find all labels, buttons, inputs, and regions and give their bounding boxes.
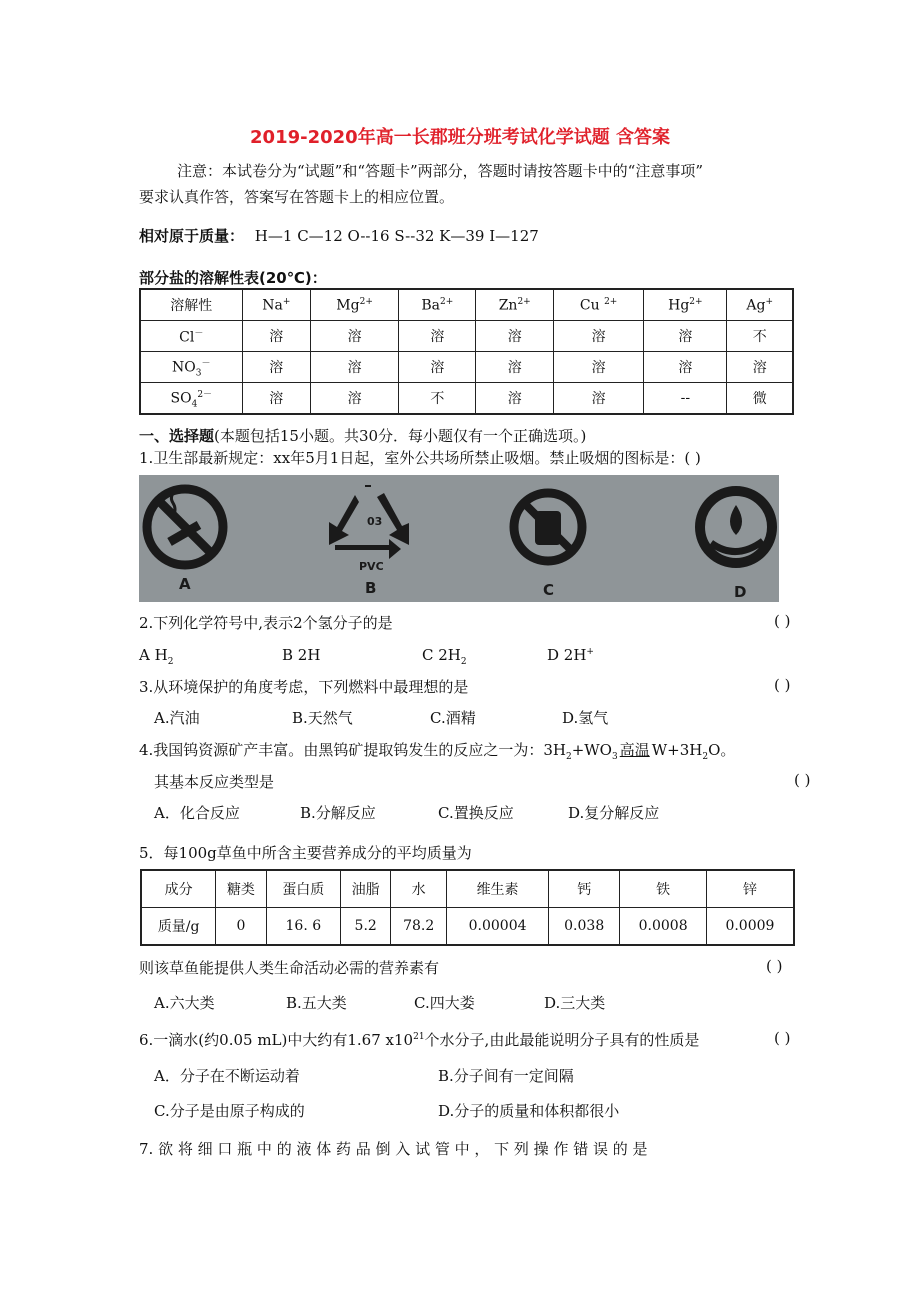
answer-paren: ( ) <box>766 957 783 975</box>
table-header-cell: 溶解性 <box>140 289 242 321</box>
q4-option-b: B.分解反应 <box>300 804 376 822</box>
table-header-row <box>141 870 794 908</box>
table-cell: 不 <box>399 383 476 415</box>
table-cell: 5.2 <box>341 908 391 946</box>
recycle-number: 03 <box>367 515 383 528</box>
table-cell: -- <box>644 383 727 415</box>
question-6: 6.一滴水(约0.05 mL)中大约有1.67 $x10^{21}$个水分子,由此最能说明分子具有的性质是 <box>139 1031 700 1049</box>
question-2: 2.下列化学符号中,表示2个氢分子的是 <box>139 614 393 632</box>
table-cell: 溶 <box>644 321 727 352</box>
q3-option-d: D.氢气 <box>562 709 609 727</box>
question-4-line-2: 其基本反应类型是 <box>154 773 275 791</box>
question-1: 1.卫生部最新规定：xx年5月1日起，室外公共场所禁止吸烟。禁止吸烟的图标是：( ) <box>139 449 701 467</box>
notice-line-2: 要求认真作答，答案写在答题卡上的相应位置。 <box>139 188 455 206</box>
page-title: 2019-2020年高一长郡班分班考试化学试题 含答案 <box>250 127 670 148</box>
q2-option-a: A $H_2$ <box>139 646 174 667</box>
atomic-mass <box>139 225 539 246</box>
table-cell: 溶 <box>399 352 476 383</box>
table-header-row <box>140 289 793 321</box>
atomic-mass-label: 相对原于质量： <box>139 227 245 245</box>
question-4: 4.我国钨资源矿产丰富。由黑钨矿提取钨发生的反应之一为：$3H_2+WO_3$ 高温 $W+3H_2O$。 <box>139 741 736 762</box>
q2-option-c: C $2H_2$ <box>422 646 467 667</box>
table-cell: 质量/g <box>141 908 216 946</box>
option-label-c: C <box>543 581 555 599</box>
section-heading <box>139 425 586 446</box>
question-3: 3.从环境保护的角度考虑，下列燃料中最理想的是 <box>139 678 469 696</box>
table-cell: 78.2 <box>391 908 447 946</box>
q3-option-a: A.汽油 <box>154 709 200 727</box>
answer-paren: ( ) <box>774 612 791 630</box>
table-header-cell: 水 <box>391 870 447 908</box>
q3-option-b: B.天然气 <box>292 709 353 727</box>
table-header-cell: $Zn^{2+}$ <box>476 289 554 321</box>
table-cell: 溶 <box>553 383 643 415</box>
table-cell: Cl－ <box>140 321 242 352</box>
table-row <box>141 908 794 946</box>
notice-line-1: 注意：本试卷分为“试题”和“答题卡”两部分，答题时请按答题卡中的“注意事项” <box>177 162 704 180</box>
section-note: (本题包括15小题。共30分．每小题仅有一个正确选项。) <box>214 427 587 445</box>
answer-paren: ( ) <box>774 676 791 694</box>
q6-option-a: A．分子在不断运动着 <box>154 1067 300 1085</box>
question-5-after: 则该草鱼能提供人类生命活动必需的营养素有 <box>139 959 440 977</box>
q5-option-d: D.三大类 <box>544 994 606 1012</box>
table-cell: 0.0009 <box>706 908 794 946</box>
option-label-d: D <box>734 583 747 601</box>
option-label-a: A <box>179 575 191 593</box>
table-row <box>140 352 793 383</box>
q5-option-c: C.四大娄 <box>414 994 475 1012</box>
table-header-cell: Ag+ <box>727 289 793 321</box>
table-cell: 0.00004 <box>447 908 549 946</box>
q6-option-c: C.分子是由原子构成的 <box>154 1102 305 1120</box>
q4-option-c: C.置换反应 <box>438 804 514 822</box>
table-header-cell: 糖类 <box>216 870 266 908</box>
table-row <box>140 321 793 352</box>
no-smoking-icon <box>147 489 223 565</box>
table-cell: 溶 <box>553 352 643 383</box>
table-cell: 0 <box>216 908 266 946</box>
table-header-cell: $Ba^{2+}$ <box>399 289 476 321</box>
table-header-cell: 钙 <box>549 870 620 908</box>
no-oil-drum-icon <box>514 493 582 561</box>
q3-option-c: C.酒精 <box>430 709 476 727</box>
solubility-caption: 部分盐的溶解性表(20℃)： <box>139 269 327 287</box>
sign-images <box>139 475 779 602</box>
table-cell: 不 <box>727 321 793 352</box>
solubility-table <box>139 288 794 415</box>
table-cell: 溶 <box>311 352 399 383</box>
answer-paren: ( ) <box>794 771 811 789</box>
section-title: 一、选择题 <box>139 427 215 445</box>
table-cell: 溶 <box>242 321 310 352</box>
water-saving-icon <box>700 491 772 563</box>
table-cell: 0.038 <box>549 908 620 946</box>
table-cell: $NO_3^-$ <box>140 352 242 383</box>
table-cell: 溶 <box>311 321 399 352</box>
q6-option-d: D.分子的质量和体积都很小 <box>438 1102 620 1120</box>
table-header-cell: Na+ <box>242 289 310 321</box>
table-cell: 微 <box>727 383 793 415</box>
question-7: 7. 欲 将 细 口 瓶 中 的 液 体 药 品 倒 入 试 管 中 ， 下 列 操 作 错 误 的 是 <box>139 1140 648 1158</box>
table-cell: 溶 <box>399 321 476 352</box>
table-cell: 溶 <box>727 352 793 383</box>
q4-option-a: A．化合反应 <box>154 804 240 822</box>
q5-option-b: B.五大类 <box>286 994 347 1012</box>
q4-option-d: D.复分解反应 <box>568 804 660 822</box>
table-cell: 溶 <box>476 352 554 383</box>
table-cell: 溶 <box>476 383 554 415</box>
q2-option-d: D 2H+ <box>547 646 594 664</box>
table-cell: 溶 <box>311 383 399 415</box>
table-header-cell: 维生素 <box>447 870 549 908</box>
table-header-cell: $Mg^{2+}$ <box>311 289 399 321</box>
option-label-b: B <box>365 579 377 597</box>
reaction-condition: 高温 <box>619 741 650 759</box>
q2-option-b: B 2H <box>282 646 321 664</box>
table-header-cell: $Hg^{2+}$ <box>644 289 727 321</box>
question-5: 5．每100g草鱼中所含主要营养成分的平均质量为 <box>139 844 472 862</box>
table-header-cell: 锌 <box>706 870 794 908</box>
table-row <box>140 383 793 415</box>
table-header-cell: 成分 <box>141 870 216 908</box>
table-cell: 溶 <box>644 352 727 383</box>
table-cell: 溶 <box>476 321 554 352</box>
recycle-text: PVC <box>359 560 384 573</box>
table-cell: 溶 <box>242 383 310 415</box>
table-cell: $SO_4^{2-}$ <box>140 383 242 415</box>
table-header-cell: 铁 <box>620 870 707 908</box>
answer-paren: ( ) <box>774 1029 791 1047</box>
table-cell: 0.0008 <box>620 908 707 946</box>
nutrition-table <box>140 869 795 946</box>
table-cell: 溶 <box>553 321 643 352</box>
atomic-mass-values: H—1 C—12 O--16 S--32 K—39 I—127 <box>254 227 539 245</box>
table-header-cell: 油脂 <box>341 870 391 908</box>
q6-option-b: B.分子间有一定间隔 <box>438 1067 574 1085</box>
table-header-cell: 蛋白质 <box>266 870 341 908</box>
table-cell: 16. 6 <box>266 908 341 946</box>
q5-option-a: A.六大类 <box>154 994 215 1012</box>
table-header-cell: Cu $^{2+}$ <box>553 289 643 321</box>
table-cell: 溶 <box>242 352 310 383</box>
